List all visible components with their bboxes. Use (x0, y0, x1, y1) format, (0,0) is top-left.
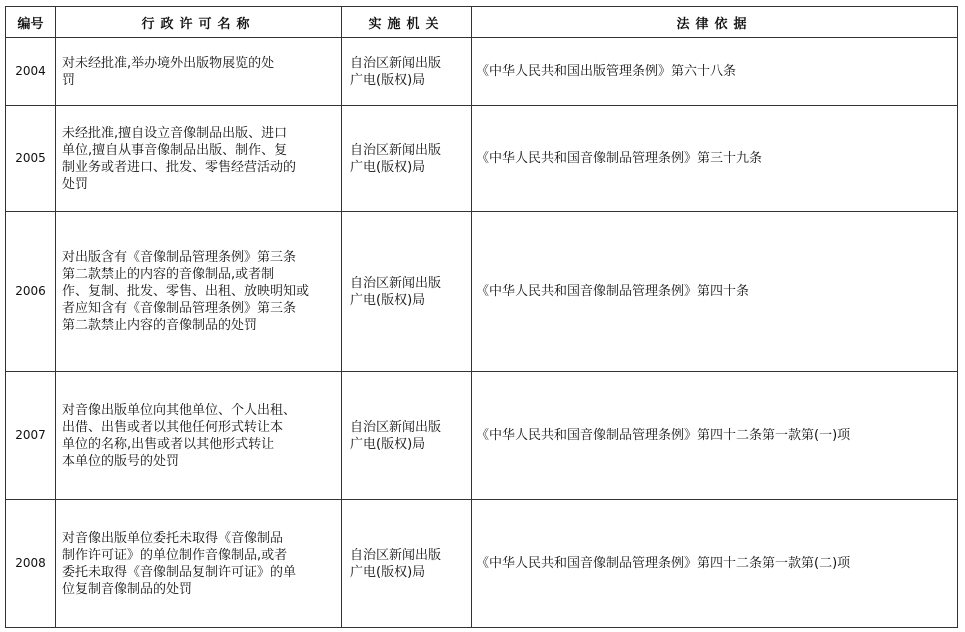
row-name (56, 372, 342, 500)
row-basis: 《中华人民共和国出版管理条例》第六十八条 (472, 38, 958, 106)
name-line: 单位,擅自从事音像制品出版、制作、复 (62, 142, 288, 158)
name-line: 者应知含有《音像制品管理条例》第三条 (62, 301, 297, 316)
row-basis: 《中华人民共和国音像制品管理条例》第四十条 (472, 212, 958, 372)
name-line: 第二款禁止的内容的音像制品,或者制 (62, 267, 275, 282)
row-name (56, 106, 342, 212)
agency-line: 自治区新闻出版 (350, 275, 442, 291)
row-basis: 《中华人民共和国音像制品管理条例》第四十二条第一款第(二)项 (472, 500, 958, 628)
header-id: 编号 (6, 7, 56, 38)
name-line: 未经批准,擅自设立音像制品出版、进口 (62, 125, 288, 141)
name-line: 制作许可证》的单位制作音像制品,或者 (62, 547, 288, 563)
table-row (6, 212, 958, 372)
name-line: 对未经批准,举办境外出版物展览的处 (62, 55, 275, 71)
name-line: 处罚 (62, 176, 89, 192)
row-name (56, 500, 342, 628)
name-line: 出借、出售或者以其他任何形式转让本 (62, 419, 284, 435)
agency-line: 自治区新闻出版 (350, 547, 442, 563)
name-line: 本单位的版号的处罚 (62, 453, 180, 469)
name-line: 对音像出版单位委托未取得《音像制品 (62, 530, 284, 546)
row-id: 2005 (6, 106, 56, 212)
row-id: 2004 (6, 38, 56, 106)
name-line: 作、复制、批发、零售、出租、放映明知或 (62, 284, 310, 299)
row-agency (342, 500, 472, 628)
table-row (6, 106, 958, 212)
row-id: 2007 (6, 372, 56, 500)
name-line: 对出版含有《音像制品管理条例》第三条 (62, 250, 297, 265)
table-row (6, 372, 958, 500)
agency-line: 广电(版权)局 (350, 436, 426, 452)
row-agency (342, 372, 472, 500)
agency-line: 广电(版权)局 (350, 564, 426, 580)
name-line: 制业务或者进口、批发、零售经营活动的 (62, 159, 297, 175)
row-agency (342, 38, 472, 106)
name-line: 委托未取得《音像制品复制许可证》的单 (62, 564, 297, 580)
agency-line: 自治区新闻出版 (350, 142, 442, 158)
table-row (6, 500, 958, 628)
name-line: 罚 (62, 72, 76, 88)
header-name: 行政许可名称 (56, 7, 342, 38)
table-row (6, 38, 958, 106)
permit-table (5, 6, 958, 628)
row-name (56, 212, 342, 372)
agency-line: 广电(版权)局 (350, 72, 426, 88)
document-page (5, 6, 958, 628)
row-name (56, 38, 342, 106)
agency-line: 广电(版权)局 (350, 159, 426, 175)
row-agency (342, 212, 472, 372)
row-id: 2006 (6, 212, 56, 372)
row-basis: 《中华人民共和国音像制品管理条例》第三十九条 (472, 106, 958, 212)
name-line: 单位的名称,出售或者以其他形式转让 (62, 436, 275, 452)
agency-line: 广电(版权)局 (350, 292, 426, 308)
agency-line: 自治区新闻出版 (350, 419, 442, 435)
name-line: 对音像出版单位向其他单位、个人出租、 (62, 402, 297, 418)
header-agency: 实施机关 (342, 7, 472, 38)
name-line: 第二款禁止内容的音像制品的处罚 (62, 318, 258, 333)
row-agency (342, 106, 472, 212)
row-basis: 《中华人民共和国音像制品管理条例》第四十二条第一款第(一)项 (472, 372, 958, 500)
agency-line: 自治区新闻出版 (350, 55, 442, 71)
row-id: 2008 (6, 500, 56, 628)
name-line: 位复制音像制品的处罚 (62, 581, 193, 597)
header-basis: 法律依据 (472, 7, 958, 38)
table-header-row (6, 7, 958, 38)
